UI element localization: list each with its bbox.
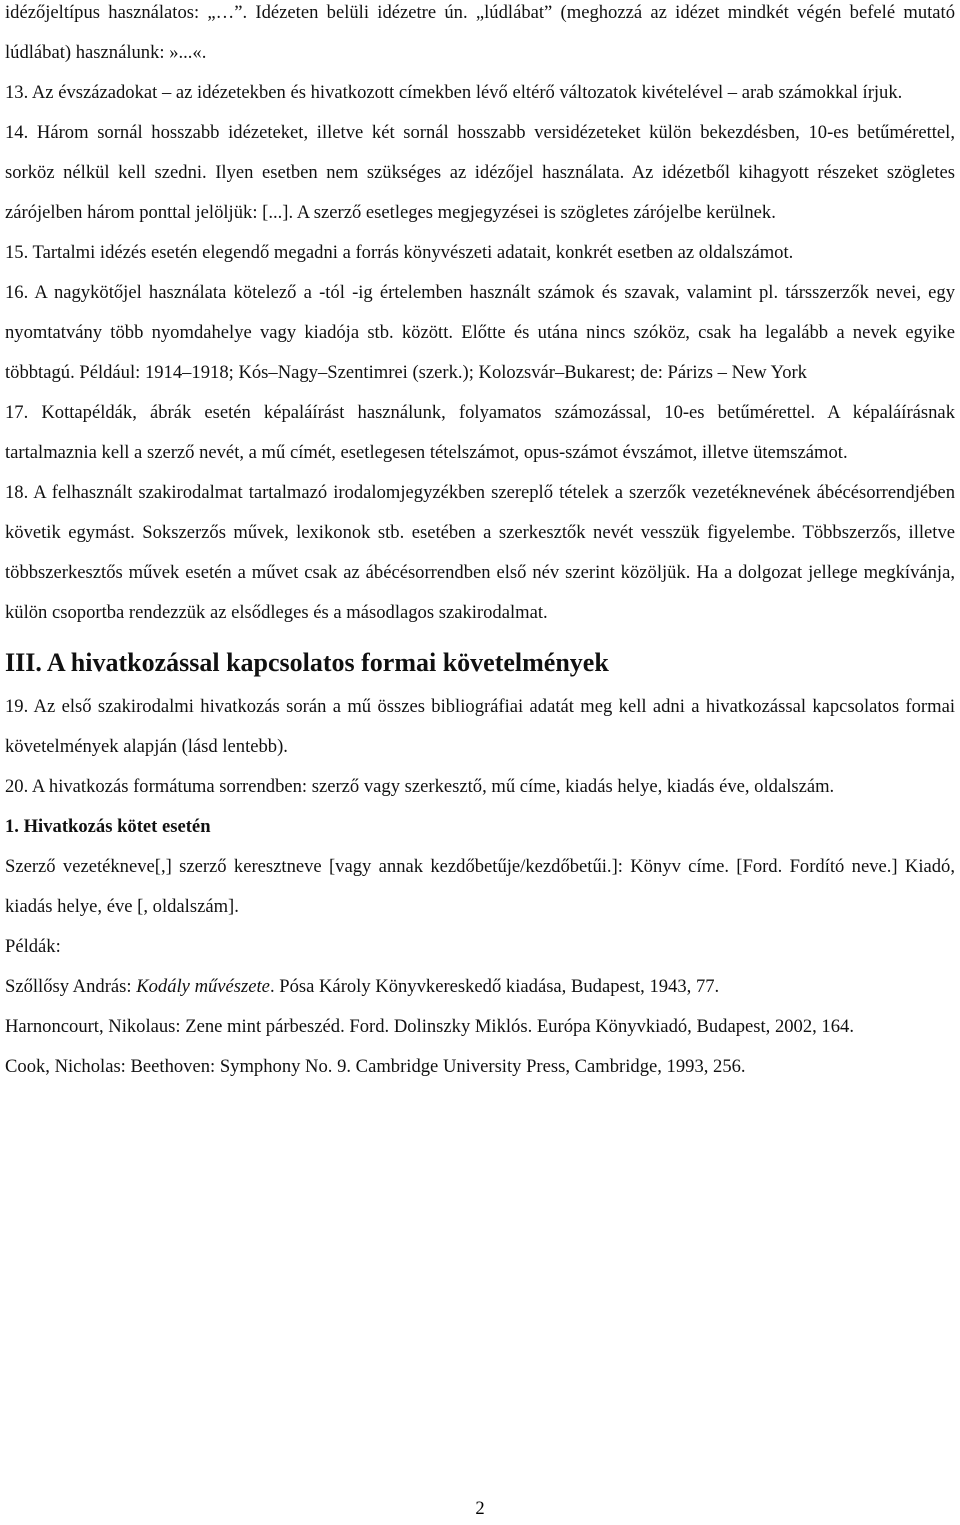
paragraph-17: 17. Kottapéldák, ábrák esetén képaláírást használunk, folyamatos számozással, 10-es betűmérettel. A képaláírásnak tartalmaznia kell a szerző nevét, a mű címét, esetlegesen tételszámot, opus-számot évszámot, illetve ütemszámot. bbox=[5, 402, 955, 463]
paragraph-15: 15. Tartalmi idézés esetén elegendő megadni a forrás könyvészeti adatait, konkrét esetben az oldalszámot. bbox=[5, 242, 794, 263]
section-heading: III. A hivatkozással kapcsolatos formai követelmények bbox=[5, 648, 609, 677]
paragraph-19: 19. Az első szakirodalmi hivatkozás során a mű összes bibliográfiai adatát meg kell adni a hivatkozással kapcsolatos formai követelmények alapján (lásd lentebb). bbox=[5, 696, 955, 757]
paragraph-13: 13. Az évszázadokat – az idézetekben és hivatkozott címekben lévő eltérő változatok kivételével – arab számokkal írjuk. bbox=[5, 82, 903, 103]
paragraph-16: 16. A nagykötőjel használata kötelező a -tól -ig értelemben használt számok és szavak, valamint pl. társszerzők nevei, egy nyomtatvány több nyomdahelye vagy kiadója stb. között. Előtte és utána nincs szóköz, csak ha legalább a nevek egyike többtagú. Például: 1914–1918; Kós–Nagy–Szentimrei (szerk.); Kolozsvár–Bukarest; de: Párizs – New York bbox=[5, 282, 955, 383]
example-1-title: Kodály művészete bbox=[136, 976, 270, 997]
example-1-rest: . Pósa Károly Könyvkereskedő kiadása, Budapest, 1943, 77. bbox=[269, 976, 720, 997]
subsection-heading: 1. Hivatkozás kötet esetén bbox=[5, 816, 211, 837]
example-3: Cook, Nicholas: Beethoven: Symphony No. 9. Cambridge University Press, Cambridge, 1993, 256. bbox=[5, 1056, 746, 1077]
paragraph-20: 20. A hivatkozás formátuma sorrendben: szerző vagy szerkesztő, mű címe, kiadás helye, kiadás éve, oldalszám. bbox=[5, 776, 835, 797]
example-1 bbox=[5, 967, 955, 1007]
page-number: 2 bbox=[475, 1498, 485, 1519]
example-1-author: Szőllősy András: bbox=[5, 976, 137, 997]
citation-format: Szerző vezetékneve[,] szerző keresztneve [vagy annak kezdőbetűje/kezdőbetűi.]: Könyv címe. [Ford. Fordító neve.] Kiadó, kiadás helye, éve [, oldalszám]. bbox=[5, 856, 955, 917]
examples-label: Példák: bbox=[5, 936, 61, 957]
paragraph-18: 18. A felhasznált szakirodalmat tartalmazó irodalomjegyzékben szereplő tételek a szerzők vezetéknevének ábécésorrendjében követik egymást. Sokszerzős művek, lexikonok stb. esetében a szerkesztők nevét vesszük figyelembe. Többszerzős, illetve többszerkesztős művek esetén a művet csak az ábécésorrendben első név szerint közöljük. Ha a dolgozat jellege megkívánja, külön csoportba rendezzük az elsődleges és a másodlagos szakirodalmat. bbox=[5, 482, 955, 623]
paragraph-12-tail: idézőjeltípus használatos: „…”. Idézeten belüli idézetre ún. „lúdlábat” (meghozzá az idézet mindkét végén befelé mutató lúdlábat) használunk: »...«. bbox=[5, 2, 955, 63]
paragraph-14: 14. Három sornál hosszabb idézeteket, illetve két sornál hosszabb versidézeteket külön bekezdésben, 10-es betűmérettel, sorköz nélkül kell szedni. Ilyen esetben nem szükséges az idézőjel használata. Az idézetből kihagyott részeket szögletes zárójelben három ponttal jelöljük: [...]. A szerző esetleges megjegyzései is szögletes zárójelbe kerülnek. bbox=[5, 122, 955, 223]
example-2: Harnoncourt, Nikolaus: Zene mint párbeszéd. Ford. Dolinszky Miklós. Európa Könyvkiadó, Budapest, 2002, 164. bbox=[5, 1016, 854, 1037]
